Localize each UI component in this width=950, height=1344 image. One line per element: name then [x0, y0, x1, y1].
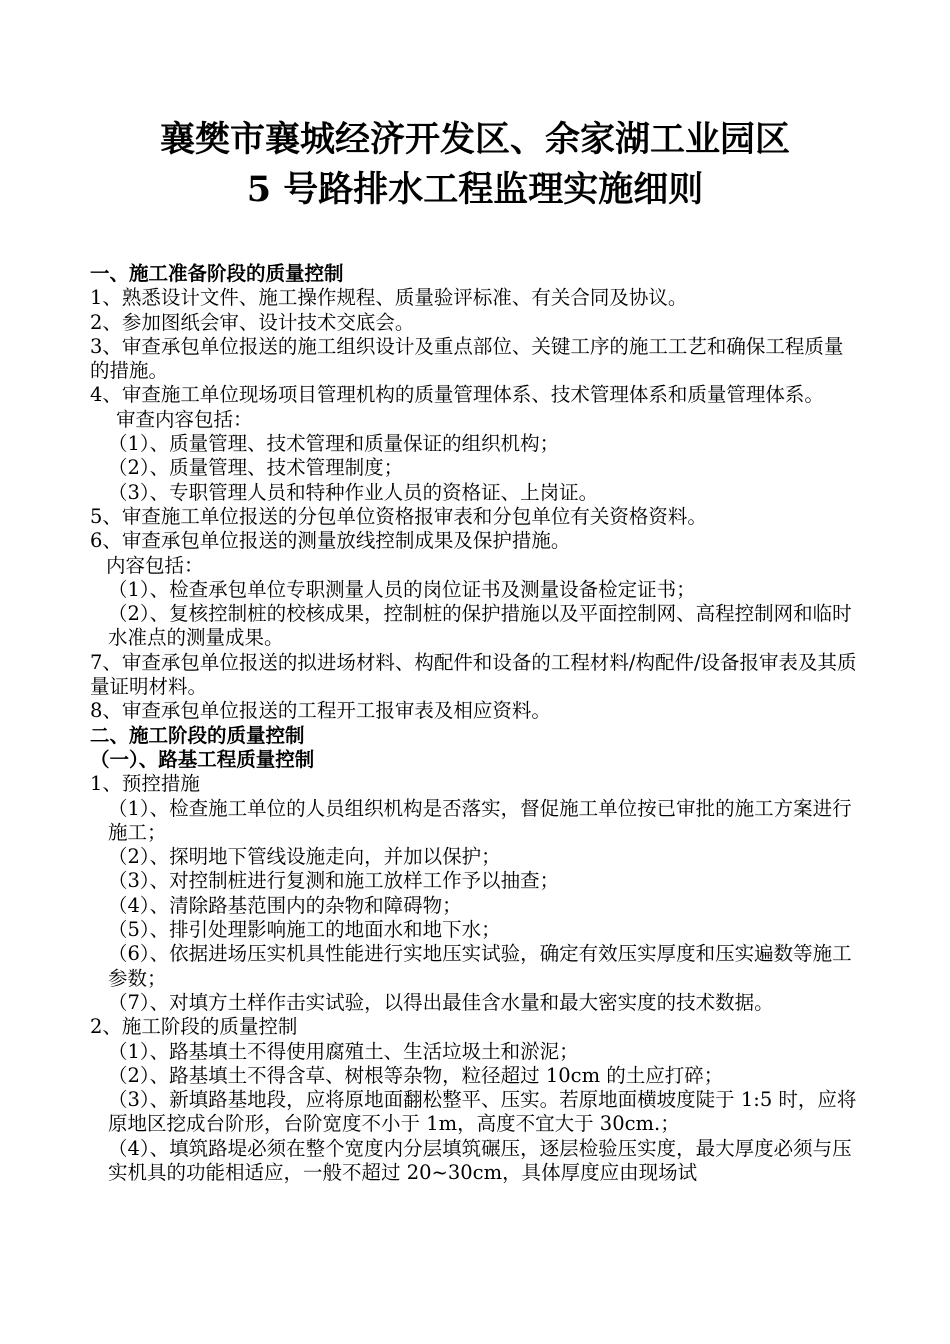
paragraph-line: （1）、检查承包单位专职测量人员的岗位证书及测量设备检定证书；: [108, 577, 696, 601]
paragraph-line: （4）、填筑路堤必须在整个宽度内分层填筑碾压，逐层检验压实度，最大厚度必须与压实机具的功能相适应，一般不超过 20~30cm，具体厚度应由现场试: [108, 1136, 852, 1184]
paragraph-line: 审查内容包括：: [116, 407, 253, 431]
paragraph-line: 2、施工阶段的质量控制: [90, 1015, 298, 1039]
document-body: [90, 262, 862, 1185]
paragraph-line: （2）、复核控制桩的校核成果，控制桩的保护措施以及平面控制网、高程控制网和临时水准点的测量成果。: [108, 602, 852, 650]
paragraph-line: 7、审查承包单位报送的拟进场材料、构配件和设备的工程材料/构配件/设备报审表及其质量证明材料。: [90, 650, 857, 699]
paragraph-line: 5、审查施工单位报送的分包单位资格报审表和分包单位有关资格资料。: [90, 504, 707, 528]
paragraph-line: （2）、质量管理、技术管理制度；: [108, 456, 404, 480]
paragraph-line: （3）、对控制桩进行复测和施工放样工作予以抽查；: [108, 869, 560, 893]
paragraph-line: 1、预控措施: [90, 772, 200, 796]
paragraph-line: 6、审查承包单位报送的测量放线控制成果及保护措施。: [90, 529, 571, 553]
paragraph-line: 3、审查承包单位报送的施工组织设计及重点部位、关键工序的施工工艺和确保工程质量的措施。: [90, 334, 844, 383]
paragraph-line: 8、审查承包单位报送的工程开工报审表及相应资料。: [90, 699, 551, 723]
document-title-line1: 襄樊市襄城经济开发区、余家湖工业园区: [159, 119, 790, 160]
paragraph-line: （3）、新填路基地段，应将原地面翻松整平、压实。若原地面横坡度陡于 1:5 时，应将原地区挖成台阶形，台阶宽度不小于 1m，高度不宜大于 30cm.；: [108, 1088, 857, 1136]
section-heading: 二、施工阶段的质量控制: [90, 723, 305, 747]
paragraph-line: （1）、质量管理、技术管理和质量保证的组织机构；: [108, 432, 560, 456]
paragraph-line: （3）、专职管理人员和特种作业人员的资格证、上岗证。: [108, 480, 599, 504]
paragraph-line: （1）、检查施工单位的人员组织机构是否落实，督促施工单位按已审批的施工方案进行施工；: [108, 796, 852, 844]
paragraph-line: （7）、对填方土样作击实试验，以得出最佳含水量和最大密实度的技术数据。: [108, 990, 774, 1014]
section-heading: （一）、路基工程质量控制: [90, 747, 315, 771]
paragraph-line: （5）、排引处理影响施工的地面水和地下水；: [108, 918, 501, 942]
paragraph-line: （6）、依据进场压实机具性能进行实地压实试验，确定有效压实厚度和压实遍数等施工参数；: [108, 942, 852, 990]
section-heading: 一、施工准备阶段的质量控制: [90, 262, 344, 285]
paragraph-line: （1）、路基填土不得使用腐殖土、生活垃圾土和淤泥；: [108, 1039, 579, 1063]
paragraph-line: （2）、路基填土不得含草、树根等杂物，粒径超过 10cm 的土应打碎；: [108, 1063, 724, 1087]
document-title-line2: 5 号路排水工程监理实施细则: [246, 169, 704, 210]
paragraph-line: 2、参加图纸会审、设计技术交底会。: [90, 310, 415, 334]
paragraph-line: 4、审查施工单位现场项目管理机构的质量管理体系、技术管理体系和质量管理体系。: [90, 383, 824, 407]
paragraph-line: （4）、清除路基范围内的杂物和障碍物；: [108, 893, 462, 917]
paragraph-line: 1、熟悉设计文件、施工操作规程、质量验评标准、有关合同及协议。: [90, 286, 688, 310]
paragraph-line: （2）、探明地下管线设施走向，并加以保护；: [108, 845, 501, 869]
paragraph-line: 内容包括：: [106, 553, 204, 577]
